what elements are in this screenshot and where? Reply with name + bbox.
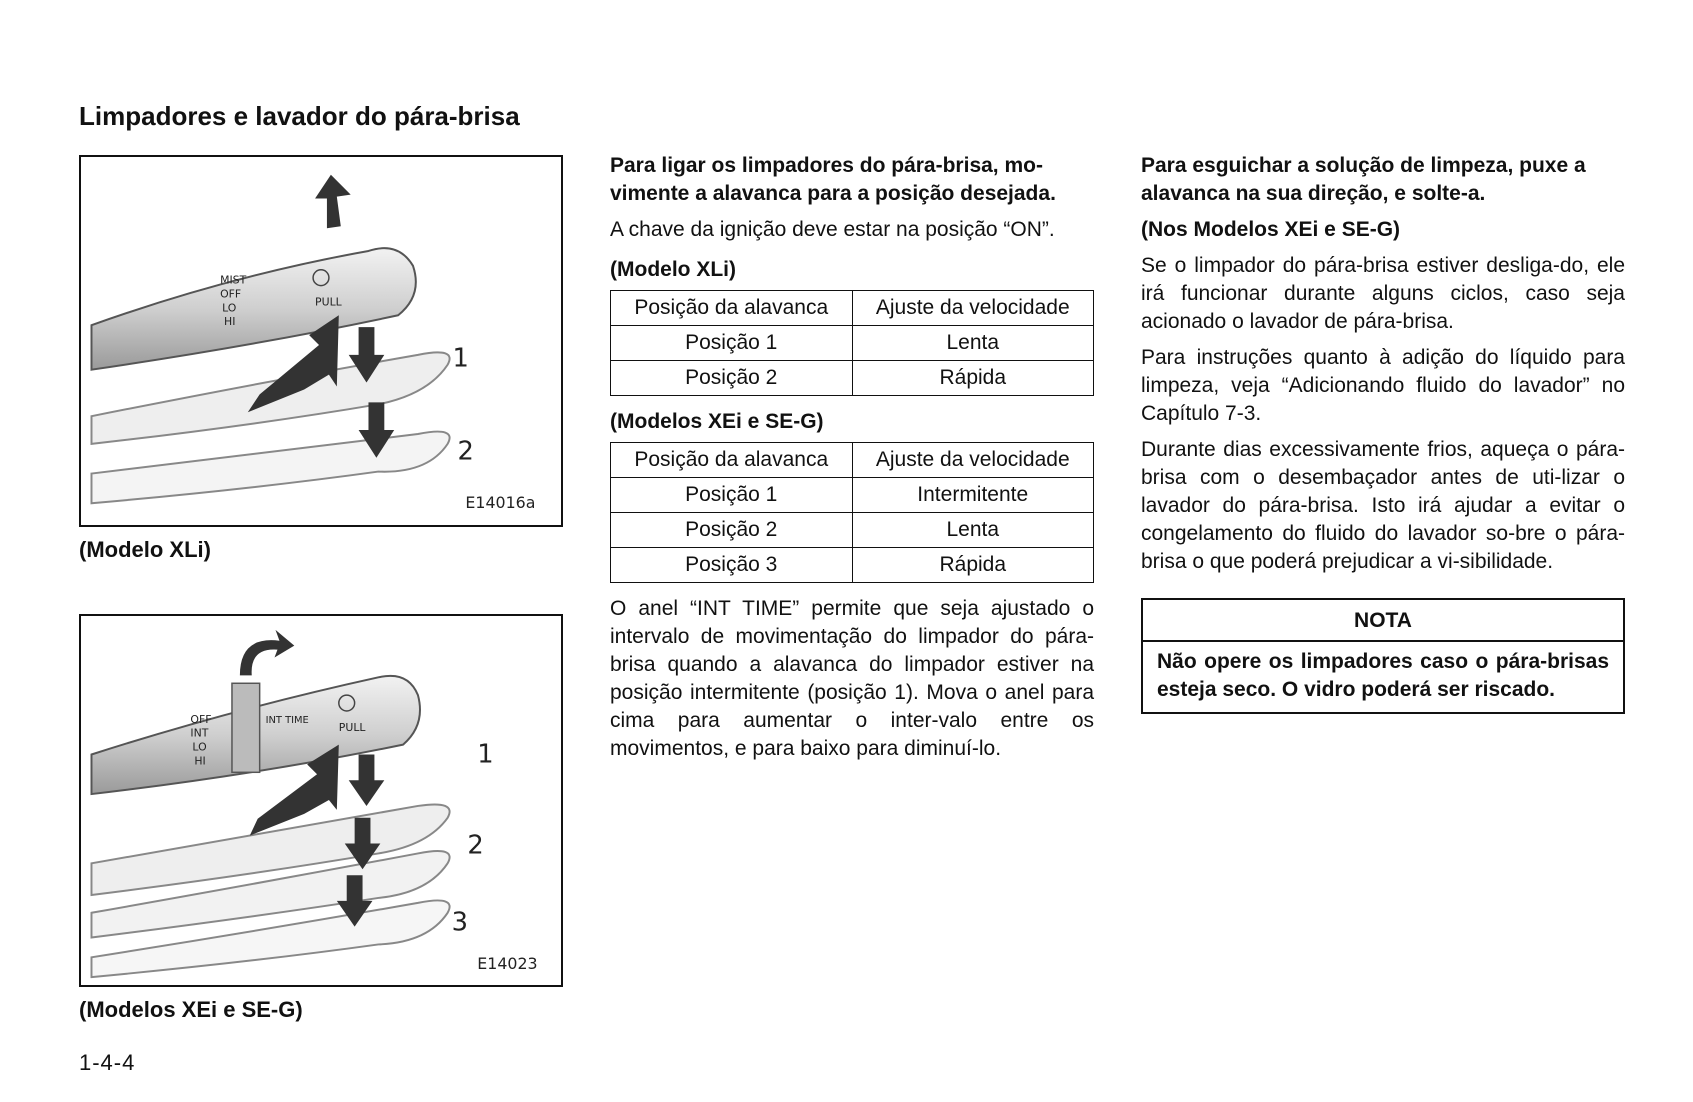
ring-rotate-arrow-icon	[240, 630, 294, 676]
wiper-lever-xei-illustration	[81, 616, 561, 985]
table-cell: Lenta	[852, 326, 1094, 361]
table-cell: Posição 2	[611, 361, 853, 396]
table-cell: Intermitente	[852, 478, 1094, 513]
speed-table-xei-seg	[610, 442, 1094, 583]
table-header-cell: Ajuste da velocidade	[852, 443, 1094, 478]
table-header-cell: Posição da alavanca	[611, 291, 853, 326]
arrow-up-icon	[315, 175, 351, 228]
position-number-2: 2	[457, 436, 474, 467]
page-number: 1-4-4	[79, 1050, 136, 1075]
models-subheading: (Nos Modelos XEi e SE-G)	[1141, 218, 1401, 241]
figure-caption-xei-seg: (Modelos XEi e SE-G)	[79, 997, 303, 1022]
washer-paragraph-2: Para instruções quanto à adição do líquido para limpeza, veja “Adicionando fluido do lavador” no Capítulo 7-3.	[1141, 346, 1625, 425]
table-header-cell: Posição da alavanca	[611, 443, 853, 478]
switch-label-hi: HI	[224, 315, 236, 329]
int-time-label: INT TIME	[265, 714, 309, 726]
washer-intro-bold: Para esguichar a solução de limpeza, puxe a alavanca na sua direção, e solte-a.	[1141, 154, 1586, 205]
table-cell: Posição 1	[611, 478, 853, 513]
table-cell: Rápida	[852, 361, 1094, 396]
arrow-down-1-icon	[349, 754, 385, 805]
int-time-paragraph: O anel “INT TIME” permite que seja ajustado o intervalo de movimentação do limpador do pára-brisa quando a alavanca do limpador estiver na posição intermitente (posição 1). Mova o anel para cima para aumentar o inter-valo entre os movimentos, e para baixo para diminuí-lo.	[610, 597, 1094, 760]
lever-position-2-outline	[91, 432, 449, 504]
pull-label: PULL	[338, 720, 366, 734]
nota-box	[1141, 598, 1625, 714]
nota-text: Não opere os limpadores caso o pára-brisas esteja seco. O vidro poderá ser riscado.	[1157, 650, 1609, 701]
table-cell: Posição 1	[611, 326, 853, 361]
table-cell: Rápida	[852, 548, 1094, 583]
table-row	[611, 548, 1094, 583]
switch-label-off: OFF	[220, 287, 242, 301]
table-header-row	[611, 443, 1094, 478]
figure-wiper-lever-xei-seg	[79, 614, 563, 987]
figure-caption-xli: (Modelo XLi)	[79, 537, 211, 562]
table-xli-heading: (Modelo XLi)	[610, 258, 736, 281]
speed-table-xli	[610, 290, 1094, 396]
switch-label-lo: LO	[192, 740, 207, 754]
table-xei-heading: (Modelos XEi e SE-G)	[610, 410, 824, 433]
table-cell: Posição 2	[611, 513, 853, 548]
figure-code: E14023	[477, 954, 538, 974]
table-row	[611, 513, 1094, 548]
position-number-1: 1	[477, 739, 494, 770]
column-middle	[610, 152, 1094, 771]
table-header-cell: Ajuste da velocidade	[852, 291, 1094, 326]
nota-title: NOTA	[1143, 600, 1623, 642]
wiper-lever-xli-illustration	[81, 157, 561, 525]
switch-label-mist: MIST	[220, 273, 247, 287]
table-row	[611, 326, 1094, 361]
table-cell: Posição 3	[611, 548, 853, 583]
table-cell: Lenta	[852, 513, 1094, 548]
int-time-ring	[232, 683, 260, 772]
washer-paragraph-3: Durante dias excessivamente frios, aqueça o pára-brisa com o desembaçador antes de uti-lizar o lavador do pára-brisa. Isto irá ajudar a evitar o congelamento do fluido do lavador so-bre o pára-brisa o que poderá prejudicar a vi-sibilidade.	[1141, 438, 1625, 573]
switch-label-hi: HI	[194, 754, 206, 768]
switch-label-off: OFF	[190, 712, 212, 726]
wiper-intro-bold: Para ligar os limpadores do pára-brisa, mo-vimente a alavanca para a posição desejada.	[610, 154, 1056, 205]
table-header-row	[611, 291, 1094, 326]
position-number-1: 1	[452, 343, 469, 374]
position-number-2: 2	[467, 830, 484, 861]
pull-label: PULL	[315, 295, 342, 309]
page-title: Limpadores e lavador do pára-brisa	[79, 101, 520, 131]
position-number-3: 3	[451, 907, 468, 938]
figure-wiper-lever-xli	[79, 155, 563, 527]
washer-paragraph-1: Se o limpador do pára-brisa estiver desliga-do, ele irá funcionar durante alguns ciclos, caso seja acionado o lavador de pára-brisa.	[1141, 254, 1625, 333]
switch-label-lo: LO	[222, 301, 237, 315]
ignition-note: A chave da ignição deve estar na posição “ON”.	[610, 218, 1055, 241]
table-row	[611, 361, 1094, 396]
figure-code: E14016a	[465, 493, 536, 513]
column-right	[1141, 152, 1625, 714]
table-row	[611, 478, 1094, 513]
switch-label-int: INT	[190, 726, 209, 740]
